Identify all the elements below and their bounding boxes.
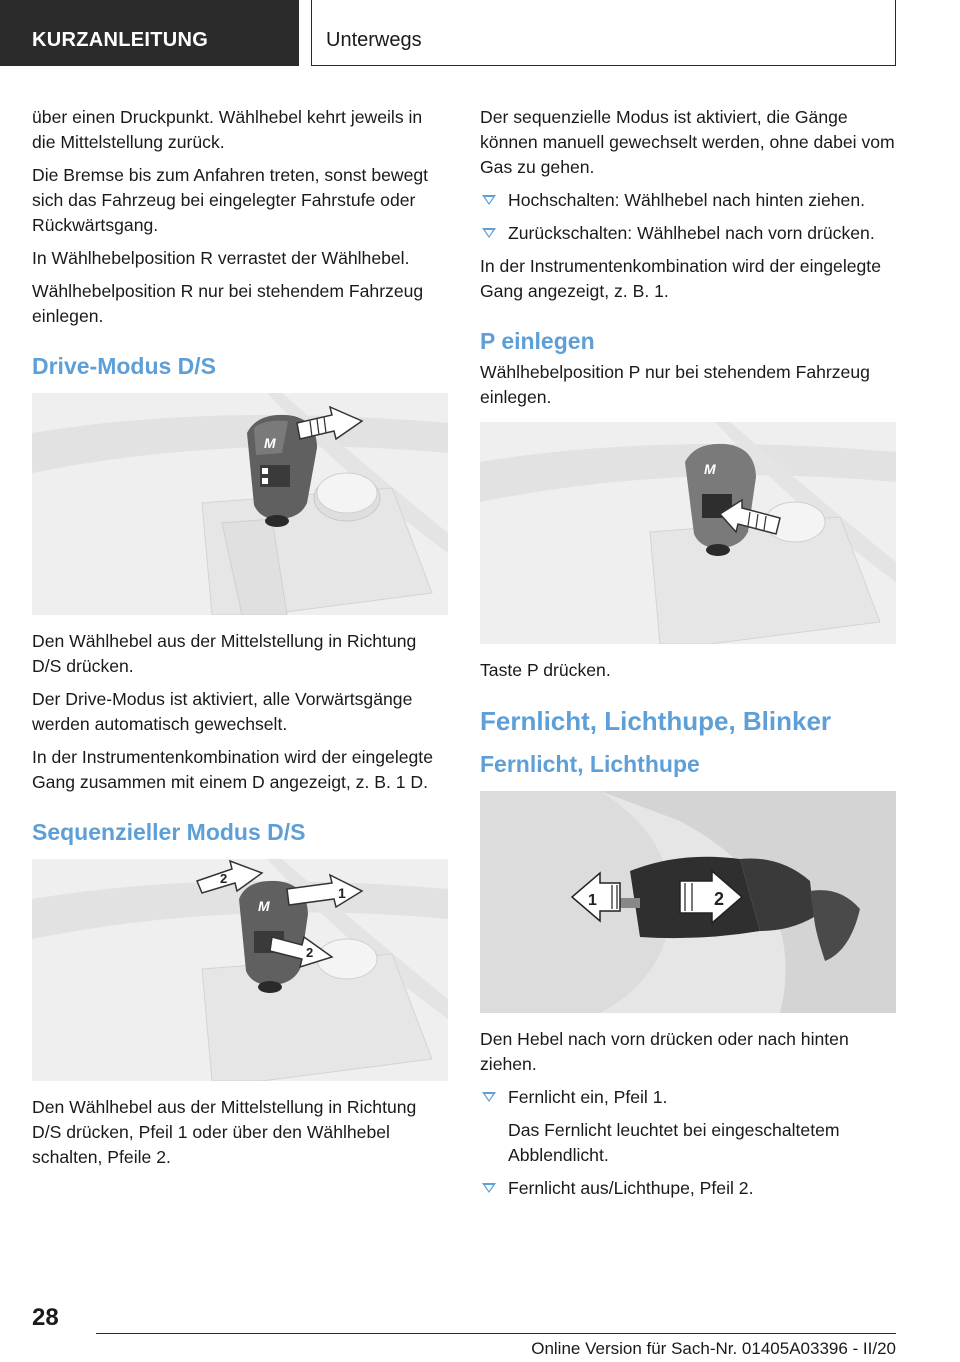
figure-gear-selector-sequential: [32, 859, 448, 1081]
paragraph: Taste P drücken.: [480, 660, 611, 680]
paragraph: Die Bremse bis zum Anfahren treten, sonst bewegt sich das Fahrzeug bei eingelegter Fahrstufe oder Rückwärtsgang.: [32, 165, 429, 235]
footer-text: Online Version für Sach-Nr. 01405A03396 - II/20: [531, 1339, 896, 1358]
heading-drive-mode: Drive-Modus D/S: [32, 353, 217, 379]
paragraph: In der Instrumentenkombination wird der eingelegte Gang angezeigt, z. B. 1.: [480, 256, 881, 301]
arrow-label-2: 2: [714, 889, 725, 909]
list-item-text: Fernlicht aus/Lichthupe, Pfeil 2.: [508, 1178, 754, 1198]
footer-divider: [96, 1333, 896, 1334]
light-stalk-illustration: [480, 791, 896, 1013]
gear-selector-illustration: [32, 393, 448, 615]
bullet-triangle-icon: [482, 228, 496, 238]
heading-fernlicht-lichthupe: Fernlicht, Lichthupe: [480, 751, 700, 777]
park-button-illustration: [480, 422, 896, 644]
paragraph: In der Instrumentenkombination wird der eingelegte Gang zusammen mit einem D angezeigt, z. B. 1 D.: [32, 747, 433, 792]
list-item-subtext: Das Fernlicht leuchtet bei eingeschaltetem Abblendlicht.: [508, 1120, 840, 1165]
arrow-label-2-bottom: 2: [306, 945, 314, 960]
paragraph: Den Wählhebel aus der Mittelstellung in Richtung D/S drücken, Pfeil 1 oder über den Wählhebel schalten, Pfeile 2.: [32, 1097, 417, 1167]
bullet-triangle-icon: [482, 1183, 496, 1193]
bullet-triangle-icon: [482, 1092, 496, 1102]
paragraph: Den Wählhebel aus der Mittelstellung in Richtung D/S drücken.: [32, 631, 417, 676]
arrow-label-1: 1: [338, 885, 346, 901]
header-chapter-label: Unterwegs: [326, 29, 422, 51]
list-item-text: Fernlicht ein, Pfeil 1.: [508, 1087, 668, 1107]
list-item: [480, 1085, 896, 1110]
figure-light-stalk: [480, 791, 896, 1013]
bullet-triangle-icon: [482, 195, 496, 205]
heading-sequential-mode: Sequenzieller Modus D/S: [32, 819, 306, 845]
heading-fernlicht-blinker: Fernlicht, Lichthupe, Blinker: [480, 706, 832, 736]
paragraph: Wählhebelposition P nur bei stehendem Fahrzeug einlegen.: [480, 362, 870, 407]
svg-text:M: M: [264, 435, 276, 451]
list-item-text: Hochschalten: Wählhebel nach hinten ziehen.: [508, 190, 865, 210]
paragraph: Der Drive-Modus ist aktiviert, alle Vorwärtsgänge werden automatisch gewechselt.: [32, 689, 413, 734]
figure-gear-selector-drive: [32, 393, 448, 615]
heading-p-einlegen: P einlegen: [480, 328, 595, 354]
arrow-label-2-top: 2: [220, 871, 228, 886]
paragraph: Der sequenzielle Modus ist aktiviert, die Gänge können manuell gewechselt werden, ohne dabei vom Gas zu gehen.: [480, 107, 895, 177]
right-column: [480, 105, 896, 1209]
svg-text:M: M: [704, 461, 716, 477]
gear-selector-sequential-illustration: [32, 859, 448, 1081]
svg-text:M: M: [258, 898, 270, 914]
paragraph: Den Hebel nach vorn drücken oder nach hinten ziehen.: [480, 1029, 849, 1074]
left-column: [32, 105, 448, 1178]
header-chapter-box: [311, 0, 896, 66]
page-number: 28: [32, 1304, 59, 1331]
arrow-label-1: 1: [588, 892, 597, 909]
header-section-tab: [0, 0, 299, 66]
list-item: [480, 188, 896, 213]
header-section-label: KURZANLEITUNG: [32, 29, 209, 51]
list-item: [480, 1176, 896, 1201]
paragraph: Wählhebelposition R nur bei stehendem Fahrzeug einlegen.: [32, 281, 424, 326]
list-item: [480, 221, 896, 246]
figure-park-button: [480, 422, 896, 644]
paragraph: über einen Druckpunkt. Wählhebel kehrt jeweils in die Mittelstellung zurück.: [32, 107, 423, 152]
list-item-text: Zurückschalten: Wählhebel nach vorn drücken.: [508, 223, 875, 243]
paragraph: In Wählhebelposition R verrastet der Wählhebel.: [32, 248, 410, 268]
